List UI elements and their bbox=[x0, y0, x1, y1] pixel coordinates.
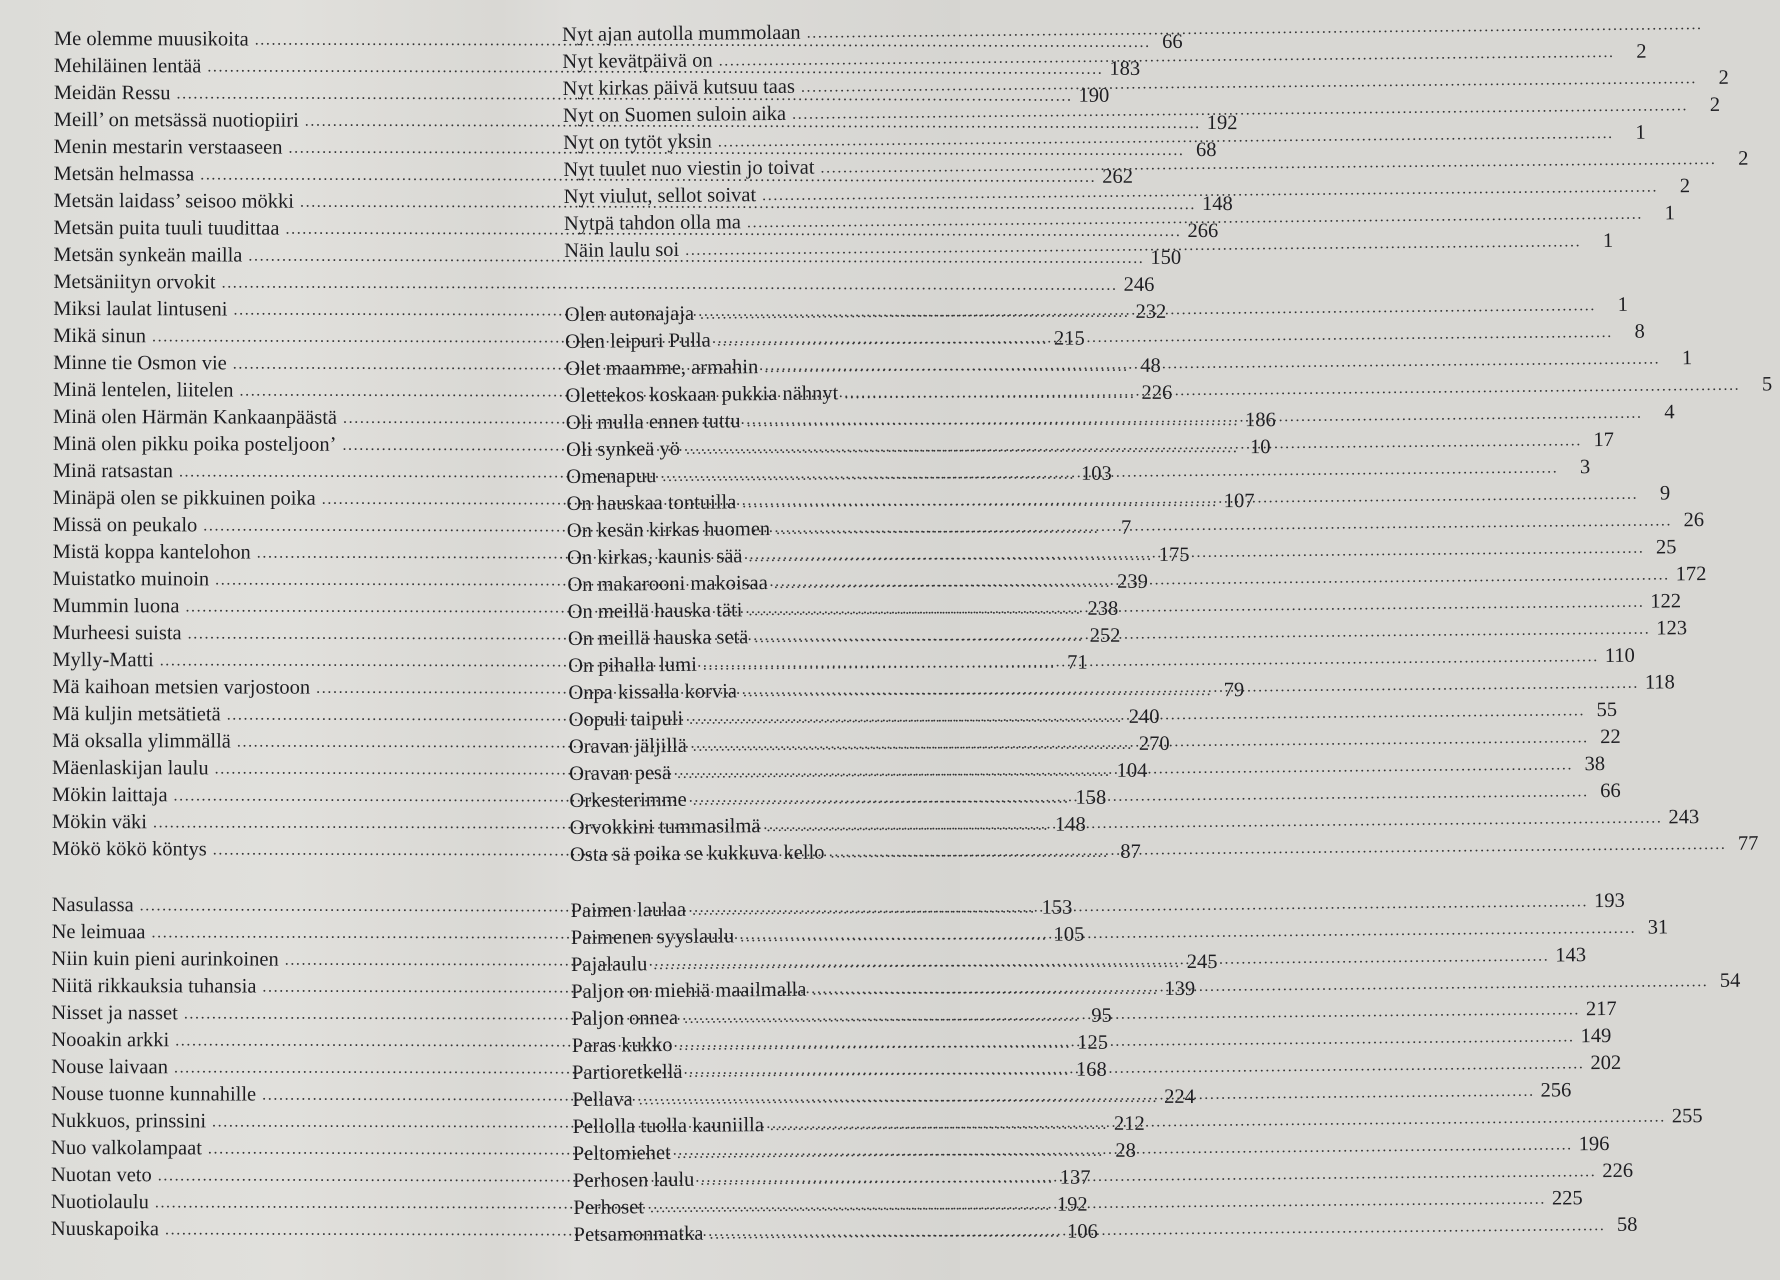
dot-leader bbox=[792, 97, 1688, 124]
entry-title: Petsamonmatka bbox=[573, 1222, 704, 1246]
entry-page-number: 252 bbox=[1089, 624, 1121, 647]
entry-page-number: 192 bbox=[1206, 112, 1238, 135]
entry-page-number: 217 bbox=[1585, 997, 1617, 1021]
entry-title: Nouse laivaan bbox=[51, 1055, 169, 1079]
entry-title: Mistä koppa kantelohon bbox=[52, 540, 251, 564]
entry-title: Onpa kissalla korvia bbox=[568, 680, 738, 704]
entry-title: Me olemme muusikoita bbox=[53, 28, 249, 51]
dot-leader bbox=[764, 350, 1660, 377]
entry-title: On hauskaa tontuilla bbox=[566, 491, 737, 515]
entry-title: Olettekos koskaan pukkia nähnyt bbox=[565, 382, 839, 407]
entry-page-number: 143 bbox=[1555, 944, 1587, 967]
entry-page-number: 4 bbox=[1664, 401, 1675, 424]
dot-leader bbox=[700, 1163, 1596, 1190]
entry-page-number: 26 bbox=[1683, 509, 1705, 532]
entry-page-number: 1 bbox=[1681, 347, 1693, 370]
entry-title: Peltomiehet bbox=[572, 1142, 671, 1165]
entry-title: Murheesi suista bbox=[52, 621, 182, 645]
entry-title: Ne leimuaa bbox=[51, 920, 146, 944]
entry-page-number: 123 bbox=[1656, 617, 1688, 640]
entry-page-number: 246 bbox=[1123, 273, 1155, 296]
entry-title: Nyt kevätpäivä on bbox=[562, 49, 713, 73]
entry-page-number: 110 bbox=[1604, 644, 1635, 668]
entry-title: Mökö kökö köntys bbox=[51, 837, 207, 861]
entry-title: Minä olen Härmän Kankaanpäästä bbox=[52, 405, 338, 429]
entry-page-number: 215 bbox=[1053, 327, 1085, 350]
entry-title: Missä on peukalo bbox=[52, 513, 198, 537]
entry-title: Partioretkellä bbox=[571, 1060, 683, 1084]
entry-page-number: 125 bbox=[1077, 1031, 1108, 1054]
entry-page-number: 148 bbox=[1201, 193, 1233, 216]
entry-page-number: 68 bbox=[1195, 138, 1217, 162]
entry-title: Perhosen laulu bbox=[573, 1168, 695, 1192]
entry-page-number: 202 bbox=[1590, 1051, 1622, 1075]
entry-page-number: 71 bbox=[1067, 651, 1088, 674]
dot-leader bbox=[776, 512, 1672, 539]
entry-title: Nuuskapoika bbox=[50, 1217, 160, 1241]
entry-title: Osta sä poika se kukkuva kello bbox=[569, 841, 825, 866]
dot-leader bbox=[703, 648, 1599, 675]
dot-leader bbox=[754, 621, 1650, 648]
entry-title: Nyt ajan autolla mummolaan bbox=[562, 21, 801, 46]
entry-page-number: 1 bbox=[1602, 229, 1614, 253]
entry-page-number: 139 bbox=[1164, 977, 1196, 1000]
entry-title: Meidän Ressu bbox=[53, 81, 171, 105]
entry-page-number: 66 bbox=[1162, 30, 1183, 53]
entry-title: Paljon onnea bbox=[571, 1006, 679, 1030]
entry-page-number: 48 bbox=[1140, 354, 1161, 377]
entry-page-number: 7 bbox=[1121, 516, 1132, 539]
entry-title: Muistatko muinoin bbox=[52, 567, 210, 591]
dot-leader bbox=[684, 1001, 1580, 1028]
entry-title: Nukkuos, prinssini bbox=[51, 1109, 207, 1133]
entry-page-number: 262 bbox=[1102, 165, 1134, 188]
entry-page-number: 175 bbox=[1158, 543, 1190, 566]
entry-page-number: 150 bbox=[1150, 246, 1182, 269]
entry-title: Paimenen syyslaulu bbox=[570, 925, 735, 949]
entry-title: Nyt on tytöt yksin bbox=[563, 130, 712, 154]
entry-title: Näin laulu soi bbox=[564, 238, 680, 262]
entry-page-number: 1 bbox=[1617, 293, 1629, 316]
index-entry bbox=[53, 270, 1155, 299]
entry-title: On meillä hauska täti bbox=[567, 599, 743, 623]
entry-title: Olen autonajaja bbox=[564, 302, 695, 326]
dot-leader bbox=[830, 836, 1726, 863]
dot-leader bbox=[820, 151, 1716, 178]
entry-page-number: 22 bbox=[1600, 725, 1621, 749]
entry-page-number: 238 bbox=[1087, 597, 1119, 620]
entry-page-number: 17 bbox=[1593, 428, 1615, 452]
entry-title: Nyt tuulet nuo viestin jo toivat bbox=[563, 156, 815, 181]
entry-title: Nouse tuonne kunnahille bbox=[51, 1082, 257, 1106]
entry-page-number: 104 bbox=[1116, 759, 1148, 782]
entry-page-number: 8 bbox=[1634, 320, 1645, 343]
entry-page-number: 153 bbox=[1041, 896, 1073, 919]
index-entry bbox=[562, 20, 1002, 51]
dot-leader bbox=[807, 16, 1703, 43]
entry-page-number: 66 bbox=[1600, 779, 1621, 803]
entry-page-number: 79 bbox=[1223, 679, 1245, 702]
entry-title: Nisset ja nasset bbox=[51, 1001, 178, 1025]
entry-page-number: 2 bbox=[1718, 66, 1729, 89]
entry-title: Oopuli taipuli bbox=[568, 707, 684, 731]
entry-page-number: 118 bbox=[1644, 671, 1675, 694]
entry-page-number: 107 bbox=[1223, 490, 1255, 513]
entry-page-number: 226 bbox=[1602, 1159, 1634, 1183]
entry-title: Mylly-Matti bbox=[52, 648, 154, 672]
entry-title: Nuo valkolampaat bbox=[51, 1136, 202, 1160]
entry-page-number: 105 bbox=[1053, 923, 1085, 946]
entry-title: Metsän laidass’ seisoo mökki bbox=[53, 189, 295, 213]
entry-title: Oli synkeä yö bbox=[565, 437, 681, 461]
entry-title: Oravan jäljillä bbox=[568, 734, 687, 758]
entry-page-number: 196 bbox=[1578, 1132, 1610, 1156]
entry-page-number: 1 bbox=[1635, 121, 1646, 144]
dot-leader bbox=[650, 1191, 1546, 1218]
entry-title: Pajalaulu bbox=[570, 953, 648, 976]
entry-page-number: 225 bbox=[1551, 1187, 1583, 1210]
dot-leader bbox=[679, 1028, 1575, 1055]
entry-page-number: 55 bbox=[1596, 698, 1618, 722]
entry-title: Menin mestarin verstaaseen bbox=[53, 135, 283, 159]
entry-title: Minä ratsastan bbox=[52, 459, 173, 483]
entry-page-number: 31 bbox=[1647, 916, 1669, 939]
entry-title: Mä kaihoan metsien varjostoon bbox=[52, 675, 311, 699]
entry-page-number: 77 bbox=[1737, 832, 1759, 855]
entry-page-number: 137 bbox=[1059, 1166, 1091, 1189]
dot-leader bbox=[766, 809, 1662, 836]
entry-title: On makarooni makoisaa bbox=[567, 572, 768, 596]
entry-page-number: 106 bbox=[1067, 1220, 1098, 1243]
entry-title: Nyt on Suomen suloin aika bbox=[562, 102, 787, 127]
dot-leader bbox=[740, 920, 1636, 947]
dot-leader bbox=[693, 783, 1589, 810]
entry-title: Niin kuin pieni aurinkoinen bbox=[51, 947, 279, 971]
entry-title: Mökin väki bbox=[51, 810, 148, 834]
entry-title: Metsäniityn orvokit bbox=[53, 270, 216, 294]
entry-title: Paimen laulaa bbox=[570, 898, 687, 922]
entry-page-number: 95 bbox=[1091, 1004, 1112, 1027]
entry-page-number: 87 bbox=[1120, 840, 1141, 863]
entry-page-number: 240 bbox=[1128, 705, 1160, 728]
entry-page-number: 256 bbox=[1540, 1079, 1572, 1102]
dot-leader bbox=[222, 274, 1118, 294]
entry-page-number: 232 bbox=[1135, 300, 1167, 323]
entry-title: Minne tie Osmon vie bbox=[53, 351, 227, 375]
dot-leader bbox=[709, 1217, 1605, 1244]
dot-leader bbox=[801, 70, 1697, 97]
entry-page-number: 10 bbox=[1249, 436, 1271, 459]
entry-title: Minä olen pikku poika posteljoon’ bbox=[52, 432, 337, 456]
entry-title: Paljon on miehiä maailmalla bbox=[571, 978, 807, 1003]
entry-title: Perhoset bbox=[573, 1196, 645, 1219]
entry-title: Nyt viulut, sellot soivat bbox=[563, 184, 757, 208]
entry-title: Orkesterimme bbox=[569, 788, 687, 812]
entry-page-number: 224 bbox=[1164, 1085, 1195, 1108]
entry-page-number: 38 bbox=[1584, 753, 1606, 776]
entry-title: Mehiläinen lentää bbox=[53, 54, 202, 78]
entry-page-number: 270 bbox=[1138, 732, 1170, 755]
dot-leader bbox=[770, 1108, 1666, 1135]
entry-page-number: 122 bbox=[1650, 590, 1682, 613]
entry-title: Minä lentelen, liitelen bbox=[53, 378, 234, 402]
entry-page-number: 226 bbox=[1141, 381, 1173, 404]
entry-page-number: 2 bbox=[1738, 147, 1749, 170]
entry-title: Miksi laulat lintuseni bbox=[53, 297, 228, 321]
entry-page-number: 2 bbox=[1679, 175, 1691, 198]
entry-title: Nuotan veto bbox=[50, 1163, 152, 1187]
entry-title: Oli mulla ennen tuttu bbox=[565, 410, 741, 434]
entry-page-number: 148 bbox=[1054, 813, 1086, 836]
entry-page-number: 103 bbox=[1080, 462, 1112, 485]
dot-leader bbox=[719, 44, 1615, 71]
entry-page-number: 1 bbox=[1664, 202, 1676, 225]
entry-title: Paras kukko bbox=[571, 1033, 673, 1057]
entry-title: Mä oksalla ylimmällä bbox=[52, 729, 231, 753]
entry-page-number: 2 bbox=[1709, 93, 1721, 116]
entry-title: Pellolla tuolla kauniilla bbox=[572, 1114, 764, 1138]
dot-leader bbox=[717, 324, 1613, 351]
index-entry bbox=[566, 509, 1705, 547]
entry-page-number: 9 bbox=[1659, 482, 1671, 505]
entry-page-number: 239 bbox=[1117, 570, 1148, 593]
entry-title: Nyt kirkas päivä kutsuu taas bbox=[562, 75, 796, 100]
entry-title: Metsän puita tuuli tuudittaa bbox=[53, 216, 280, 240]
entry-title: On meillä hauska setä bbox=[567, 626, 749, 650]
entry-page-number: 255 bbox=[1671, 1105, 1703, 1128]
entry-title: Mummin luona bbox=[52, 594, 180, 618]
entry-title: Oravan pesä bbox=[569, 761, 672, 785]
entry-title: Olet maamme, armahin bbox=[565, 356, 759, 380]
entry-title: Niitä rikkauksia tuhansia bbox=[51, 974, 257, 998]
entry-page-number: 28 bbox=[1115, 1139, 1136, 1162]
entry-title: Omenapuu bbox=[566, 465, 657, 488]
entry-page-number: 25 bbox=[1655, 536, 1677, 559]
entry-page-number: 193 bbox=[1593, 889, 1625, 913]
entry-title: Metsän synkeän mailla bbox=[53, 243, 243, 267]
entry-title: Mikä sinun bbox=[53, 324, 147, 348]
entry-title: Minäpä olen se pikkuinen poika bbox=[52, 486, 316, 510]
dot-leader bbox=[688, 1055, 1584, 1082]
entry-title: Nasulassa bbox=[51, 893, 134, 917]
entry-title: Metsän helmassa bbox=[53, 162, 195, 186]
entry-page-number: 172 bbox=[1675, 563, 1707, 586]
entry-title: Mä kuljin metsätietä bbox=[52, 702, 221, 726]
entry-page-number: 2 bbox=[1636, 40, 1647, 63]
entry-page-number: 168 bbox=[1075, 1058, 1107, 1081]
entry-page-number: 190 bbox=[1078, 84, 1110, 107]
entry-page-number: 149 bbox=[1580, 1024, 1612, 1048]
entry-title: Pellava bbox=[572, 1088, 633, 1111]
entry-page-number: 266 bbox=[1187, 219, 1219, 243]
entry-page-number: 192 bbox=[1056, 1193, 1088, 1216]
entry-title: Nytpä tahdon olla ma bbox=[563, 211, 742, 235]
dot-leader bbox=[748, 540, 1644, 567]
entry-title: On pihalla lumi bbox=[568, 653, 697, 677]
dot-leader bbox=[844, 377, 1740, 404]
entry-page-number: 186 bbox=[1244, 409, 1276, 432]
entry-title: On kirkas, kaunis sää bbox=[567, 545, 743, 569]
entry-title: Nuotiolaulu bbox=[50, 1190, 149, 1214]
entry-title: On kesän kirkas huomen bbox=[566, 518, 771, 542]
entry-page-number: 158 bbox=[1075, 786, 1107, 809]
entry-page-number: 5 bbox=[1761, 373, 1773, 396]
dot-leader bbox=[748, 594, 1644, 621]
entry-title: Nooakin arkki bbox=[51, 1028, 170, 1052]
entry-page-number: 54 bbox=[1719, 969, 1741, 992]
entry-title: Mäenlaskijan laulu bbox=[52, 756, 209, 780]
entry-title: Orvokkini tummasilmä bbox=[569, 815, 761, 839]
entry-title: Mökin laittaja bbox=[51, 783, 168, 807]
dot-leader bbox=[812, 973, 1708, 1000]
entry-page-number: 212 bbox=[1114, 1112, 1145, 1135]
entry-title: Meill’ on metsässä nuotiopiiri bbox=[53, 108, 299, 132]
entry-page-number: 58 bbox=[1616, 1213, 1638, 1236]
dot-leader bbox=[774, 566, 1670, 593]
entry-page-number: 3 bbox=[1579, 456, 1591, 479]
entry-page-number: 183 bbox=[1109, 57, 1141, 80]
entry-title: Olen leipuri Pulla bbox=[564, 329, 711, 353]
entry-page-number: 243 bbox=[1668, 806, 1700, 829]
dot-leader bbox=[692, 893, 1588, 920]
entry-page-number: 245 bbox=[1186, 950, 1218, 974]
